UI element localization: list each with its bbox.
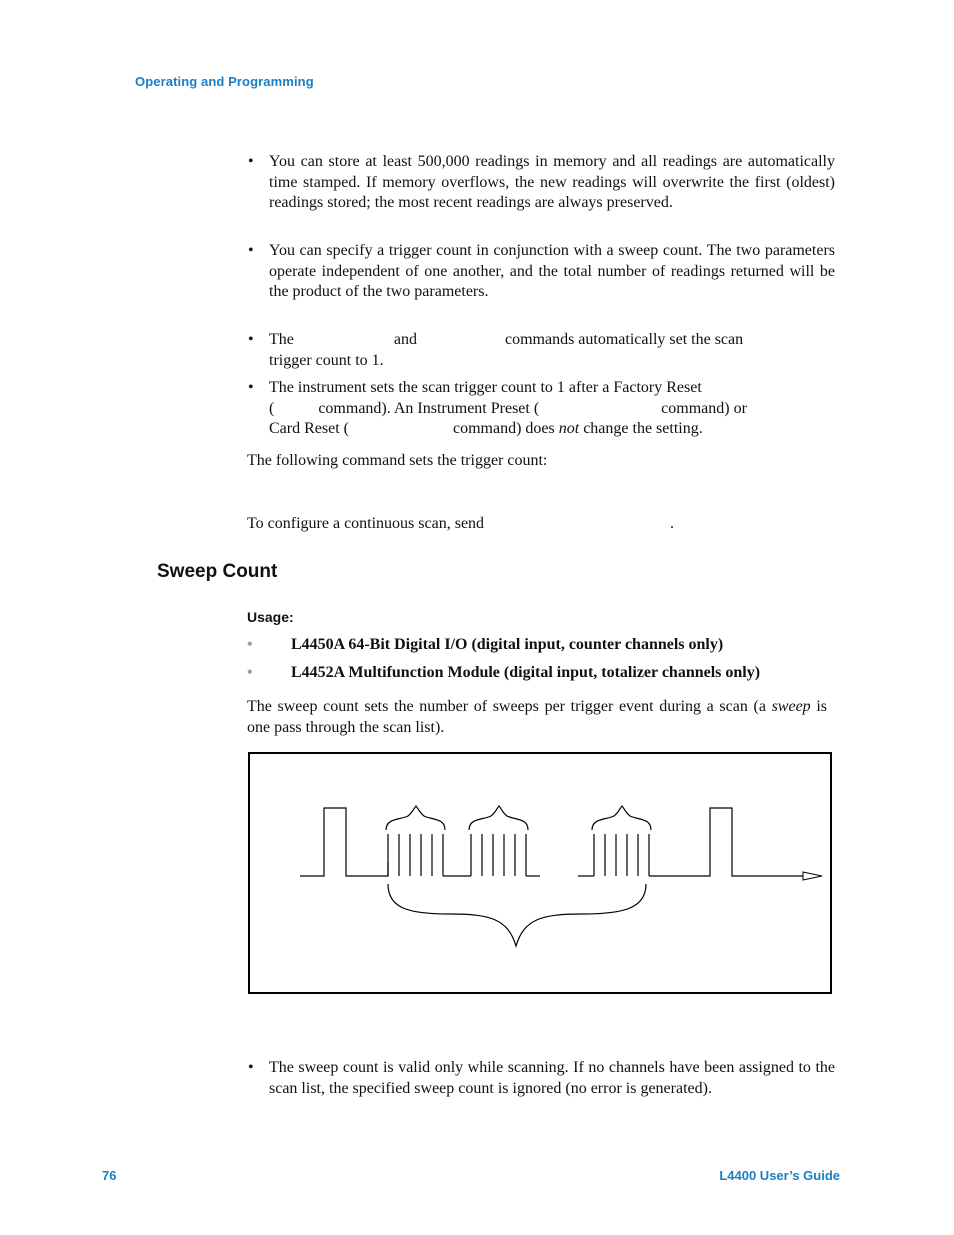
running-header: Operating and Programming <box>135 74 314 89</box>
sweep-brace-2 <box>469 806 528 830</box>
sweep-count-brace <box>388 884 646 946</box>
usage-bullet-dot: • <box>247 636 253 653</box>
usage-item-text: L4452A Multifunction Module (digital input, totalizer channels only) <box>291 664 761 681</box>
bullet-text-part: command). An Instrument Preset ( <box>318 399 540 417</box>
bullet-factory-reset <box>248 378 840 440</box>
usage-label: Usage: <box>247 609 294 625</box>
bullet-text: You can store at least 500,000 readings in memory and all readings are automatically time stamped. If memory overflows, the new readings will overwrite the first (oldest) readings stored; the most recent readings are always preserved. <box>269 153 835 211</box>
bullet-dot: • <box>248 153 254 170</box>
bullet-text: You can specify a trigger count in conjunction with a sweep count. The two parameters operate independent of one another, and the total number of readings returned will be the product of the two parameters. <box>269 242 835 300</box>
bullet-dot: • <box>248 242 254 259</box>
trigger-pulse-right <box>649 808 805 876</box>
continuous-scan-paragraph <box>247 514 827 535</box>
sweep-brace-1 <box>386 806 445 830</box>
bullet-dot: • <box>248 1059 254 1076</box>
guide-title: L4400 User’s Guide <box>719 1168 840 1183</box>
bullet-text-part: and <box>393 331 417 348</box>
bullet-text <box>269 330 835 371</box>
trigger-pulse-left <box>300 808 388 876</box>
trigger-count-intro: The following command sets the trigger count: <box>247 452 548 469</box>
sweep-group-2 <box>471 834 540 876</box>
bullet-text-emphasis: not <box>558 420 580 437</box>
paragraph-text: To configure a continuous scan, send <box>247 515 485 532</box>
description-text: is one pass through the scan list). <box>247 698 828 736</box>
sweep-brace-3 <box>592 806 651 830</box>
timing-diagram <box>250 754 830 992</box>
bullet-memory-storage <box>248 152 840 234</box>
bullet-text-part: Card Reset ( <box>269 420 349 437</box>
signal-waveform <box>300 806 805 946</box>
bullet-text-part: command) or <box>661 399 747 417</box>
bullet-text-part: trigger count to 1. <box>269 351 384 369</box>
bullet-text <box>269 378 835 440</box>
bullet-trigger-count <box>248 241 840 323</box>
bullet-text-part: command) does <box>452 420 555 437</box>
bullet-text-part: The <box>269 331 294 348</box>
bullet-dot: • <box>248 331 254 348</box>
description-emphasis: sweep <box>771 698 811 715</box>
bullet-commands-set-count <box>248 330 840 372</box>
bullet-dot: • <box>248 379 254 396</box>
page-number: 76 <box>102 1168 117 1183</box>
bullet-text-part: ( <box>269 399 275 417</box>
description-text: The sweep count sets the number of sweeps per trigger event during a scan (a <box>247 698 766 715</box>
bullet-text-part: change the setting. <box>583 420 703 437</box>
usage-item-text: L4450A 64-Bit Digital I/O (digital input, counter channels only) <box>291 636 724 653</box>
bullet-text-part: The instrument sets the scan trigger count to 1 after a Factory Reset <box>269 379 702 396</box>
sweep-timing-figure <box>248 752 832 994</box>
section-heading-sweep-count: Sweep Count <box>157 561 278 582</box>
bullet-text-part: commands automatically set the scan <box>504 331 744 348</box>
bullet-sweep-count-valid <box>248 1058 840 1120</box>
bullet-text: The sweep count is valid only while scanning. If no channels have been assigned to the scan list, the specified sweep count is ignored (no error is generated). <box>269 1059 835 1097</box>
sweep-count-description <box>247 697 827 738</box>
paragraph-period: . <box>670 515 675 532</box>
usage-bullet-dot: • <box>247 664 253 681</box>
time-arrow-head <box>803 872 822 880</box>
sweep-group-3 <box>578 834 649 876</box>
sweep-group-1 <box>388 834 471 876</box>
